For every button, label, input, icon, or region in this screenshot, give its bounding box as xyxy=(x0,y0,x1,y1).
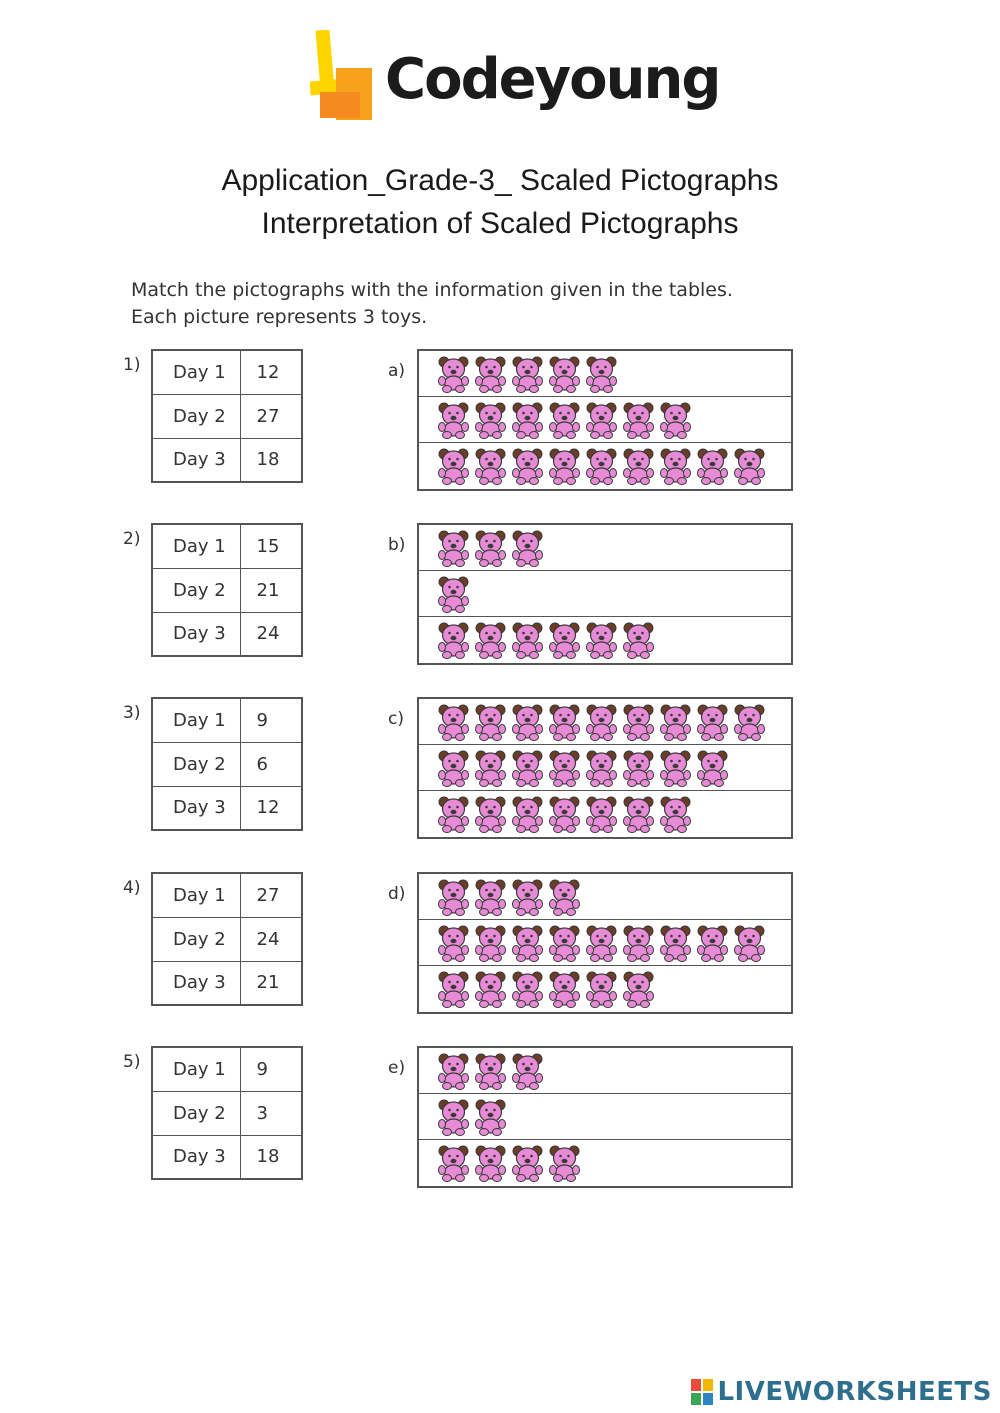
pictograph-row xyxy=(419,443,791,489)
day-cell: Day 2 xyxy=(152,394,240,438)
teddy-bear-icon xyxy=(511,355,544,393)
teddy-bear-icon xyxy=(474,703,507,741)
table-row xyxy=(152,1047,302,1091)
day-cell: Day 1 xyxy=(152,873,240,917)
table-number-label: 3) xyxy=(123,703,141,723)
teddy-bear-icon xyxy=(622,447,655,485)
teddy-bear-icon xyxy=(474,1098,507,1136)
pictograph-letter-label: a) xyxy=(388,361,406,381)
teddy-bear-icon xyxy=(437,749,470,787)
codeyoung-logo-icon xyxy=(310,30,380,125)
day-cell: Day 3 xyxy=(152,786,240,830)
value-cell: 18 xyxy=(240,438,302,482)
pictograph-row xyxy=(419,920,791,966)
pictograph-letter-label: c) xyxy=(388,709,404,729)
liveworksheets-logo-icon xyxy=(691,1379,713,1405)
teddy-bear-icon xyxy=(548,1144,581,1182)
teddy-bear-icon xyxy=(437,447,470,485)
teddy-bear-icon xyxy=(585,703,618,741)
teddy-bear-icon xyxy=(585,795,618,833)
teddy-bear-icon xyxy=(585,749,618,787)
day-cell: Day 3 xyxy=(152,612,240,656)
day-cell: Day 1 xyxy=(152,350,240,394)
pictograph-box xyxy=(417,349,793,491)
value-cell: 24 xyxy=(240,917,302,961)
teddy-bear-icon xyxy=(474,621,507,659)
teddy-bear-icon xyxy=(511,924,544,962)
instruction-line-2: Each picture represents 3 toys. xyxy=(131,306,428,328)
teddy-bear-icon xyxy=(511,447,544,485)
table-row xyxy=(152,742,302,786)
day-cell: Day 2 xyxy=(152,1091,240,1135)
teddy-bear-icon xyxy=(437,621,470,659)
teddy-bear-icon xyxy=(437,529,470,567)
pictograph-row xyxy=(419,397,791,443)
table-row xyxy=(152,873,302,917)
teddy-bear-icon xyxy=(437,1098,470,1136)
teddy-bear-icon xyxy=(548,355,581,393)
teddy-bear-icon xyxy=(474,447,507,485)
pictograph-row xyxy=(419,966,791,1012)
value-cell: 27 xyxy=(240,873,302,917)
teddy-bear-icon xyxy=(437,924,470,962)
teddy-bear-icon xyxy=(437,401,470,439)
teddy-bear-icon xyxy=(548,401,581,439)
table-number-label: 2) xyxy=(123,529,141,549)
pictograph-row xyxy=(419,571,791,617)
table-row xyxy=(152,438,302,482)
teddy-bear-icon xyxy=(511,1144,544,1182)
day-cell: Day 3 xyxy=(152,1135,240,1179)
table-row xyxy=(152,612,302,656)
teddy-bear-icon xyxy=(622,621,655,659)
teddy-bear-icon xyxy=(622,703,655,741)
teddy-bear-icon xyxy=(474,749,507,787)
table-row xyxy=(152,1091,302,1135)
day-cell: Day 2 xyxy=(152,742,240,786)
teddy-bear-icon xyxy=(548,621,581,659)
pictograph-row xyxy=(419,699,791,745)
teddy-bear-icon xyxy=(511,621,544,659)
teddy-bear-icon xyxy=(585,924,618,962)
day-cell: Day 1 xyxy=(152,524,240,568)
day-cell: Day 3 xyxy=(152,961,240,1005)
codeyoung-logo xyxy=(310,30,720,130)
day-cell: Day 2 xyxy=(152,568,240,612)
logo-wordmark: Codeyoung xyxy=(385,47,720,112)
worksheet-subtitle: Interpretation of Scaled Pictographs xyxy=(261,207,739,240)
teddy-bear-icon xyxy=(437,795,470,833)
day-value-table xyxy=(151,872,303,1006)
teddy-bear-icon xyxy=(659,795,692,833)
value-cell: 12 xyxy=(240,786,302,830)
teddy-bear-icon xyxy=(733,924,766,962)
value-cell: 21 xyxy=(240,568,302,612)
table-number-label: 5) xyxy=(123,1052,141,1072)
pictograph-row xyxy=(419,1048,791,1094)
teddy-bear-icon xyxy=(474,1052,507,1090)
pictograph-row xyxy=(419,745,791,791)
teddy-bear-icon xyxy=(733,703,766,741)
value-cell: 9 xyxy=(240,698,302,742)
pictograph-box xyxy=(417,1046,793,1188)
teddy-bear-icon xyxy=(585,355,618,393)
table-row xyxy=(152,350,302,394)
teddy-bear-icon xyxy=(659,924,692,962)
teddy-bear-icon xyxy=(548,878,581,916)
pictograph-box xyxy=(417,523,793,665)
worksheet-title: Application_Grade-3_ Scaled Pictographs xyxy=(221,164,779,197)
table-row xyxy=(152,394,302,438)
day-cell: Day 1 xyxy=(152,698,240,742)
teddy-bear-icon xyxy=(511,970,544,1008)
teddy-bear-icon xyxy=(437,575,470,613)
day-cell: Day 1 xyxy=(152,1047,240,1091)
table-number-label: 1) xyxy=(123,355,141,375)
pictograph-row xyxy=(419,1094,791,1140)
value-cell: 6 xyxy=(240,742,302,786)
pictograph-row xyxy=(419,1140,791,1186)
day-cell: Day 2 xyxy=(152,917,240,961)
teddy-bear-icon xyxy=(437,355,470,393)
teddy-bear-icon xyxy=(511,749,544,787)
pictograph-row xyxy=(419,525,791,571)
table-row xyxy=(152,568,302,612)
teddy-bear-icon xyxy=(437,878,470,916)
teddy-bear-icon xyxy=(511,703,544,741)
pictograph-box xyxy=(417,697,793,839)
teddy-bear-icon xyxy=(585,621,618,659)
value-cell: 18 xyxy=(240,1135,302,1179)
value-cell: 3 xyxy=(240,1091,302,1135)
day-value-table xyxy=(151,523,303,657)
teddy-bear-icon xyxy=(622,749,655,787)
table-number-label: 4) xyxy=(123,878,141,898)
table-row xyxy=(152,698,302,742)
teddy-bear-icon xyxy=(659,401,692,439)
teddy-bear-icon xyxy=(474,970,507,1008)
teddy-bear-icon xyxy=(622,970,655,1008)
teddy-bear-icon xyxy=(548,703,581,741)
teddy-bear-icon xyxy=(474,401,507,439)
pictograph-row xyxy=(419,617,791,663)
teddy-bear-icon xyxy=(474,924,507,962)
teddy-bear-icon xyxy=(511,878,544,916)
teddy-bear-icon xyxy=(474,1144,507,1182)
teddy-bear-icon xyxy=(548,749,581,787)
value-cell: 15 xyxy=(240,524,302,568)
pictograph-box xyxy=(417,872,793,1014)
liveworksheets-watermark xyxy=(691,1376,992,1408)
teddy-bear-icon xyxy=(696,749,729,787)
pictograph-letter-label: e) xyxy=(388,1058,406,1078)
value-cell: 24 xyxy=(240,612,302,656)
day-value-table xyxy=(151,697,303,831)
day-cell: Day 3 xyxy=(152,438,240,482)
teddy-bear-icon xyxy=(437,970,470,1008)
table-row xyxy=(152,1135,302,1179)
teddy-bear-icon xyxy=(474,795,507,833)
teddy-bear-icon xyxy=(733,447,766,485)
teddy-bear-icon xyxy=(511,795,544,833)
pictograph-row xyxy=(419,351,791,397)
teddy-bear-icon xyxy=(696,924,729,962)
teddy-bear-icon xyxy=(696,447,729,485)
teddy-bear-icon xyxy=(622,924,655,962)
teddy-bear-icon xyxy=(474,878,507,916)
pictograph-row xyxy=(419,874,791,920)
teddy-bear-icon xyxy=(548,795,581,833)
teddy-bear-icon xyxy=(622,401,655,439)
teddy-bear-icon xyxy=(659,447,692,485)
teddy-bear-icon xyxy=(548,924,581,962)
teddy-bear-icon xyxy=(585,401,618,439)
teddy-bear-icon xyxy=(511,1052,544,1090)
table-row xyxy=(152,961,302,1005)
teddy-bear-icon xyxy=(474,529,507,567)
teddy-bear-icon xyxy=(585,447,618,485)
teddy-bear-icon xyxy=(437,1144,470,1182)
watermark-text: LIVEWORKSHEETS xyxy=(717,1377,992,1407)
teddy-bear-icon xyxy=(437,1052,470,1090)
value-cell: 21 xyxy=(240,961,302,1005)
table-row xyxy=(152,917,302,961)
value-cell: 27 xyxy=(240,394,302,438)
teddy-bear-icon xyxy=(437,703,470,741)
teddy-bear-icon xyxy=(511,529,544,567)
teddy-bear-icon xyxy=(548,447,581,485)
teddy-bear-icon xyxy=(659,749,692,787)
teddy-bear-icon xyxy=(696,703,729,741)
teddy-bear-icon xyxy=(474,355,507,393)
instruction-line-1: Match the pictographs with the information given in the tables. xyxy=(131,279,733,301)
pictograph-letter-label: d) xyxy=(388,884,406,904)
day-value-table xyxy=(151,1046,303,1180)
value-cell: 9 xyxy=(240,1047,302,1091)
pictograph-letter-label: b) xyxy=(388,535,406,555)
value-cell: 12 xyxy=(240,350,302,394)
teddy-bear-icon xyxy=(511,401,544,439)
table-row xyxy=(152,786,302,830)
teddy-bear-icon xyxy=(585,970,618,1008)
teddy-bear-icon xyxy=(622,795,655,833)
teddy-bear-icon xyxy=(659,703,692,741)
pictograph-row xyxy=(419,791,791,837)
teddy-bear-icon xyxy=(548,970,581,1008)
table-row xyxy=(152,524,302,568)
day-value-table xyxy=(151,349,303,483)
